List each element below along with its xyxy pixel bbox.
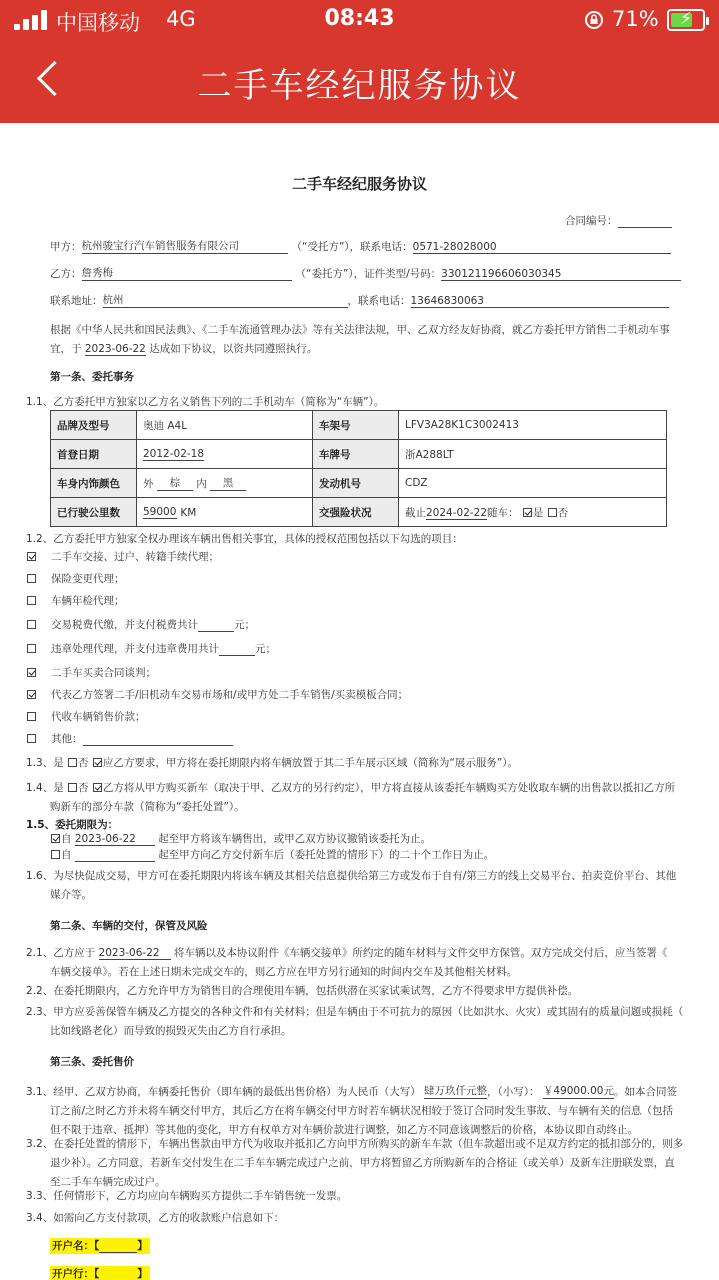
- article-1-heading: 第一条、委托事务: [50, 371, 134, 383]
- clause-2-1: 2.1、乙方应于 2023-06-22 将车辆以及本协议附件《车辆交接单》所约定的随车材料与文件交甲方保管。双方完成交付后，应当签署《 车辆交接单》。若在上述日期未完成交车的，则乙方应在甲方另行通知的时间内交车及其他相关材料。: [26, 947, 668, 978]
- term-option-b: 自 起至甲方向乙方交付新车后（委托处置的情形下）的二十个工作日为止。: [50, 847, 494, 862]
- clause-3-2: 3.2、在委托处置的情形下，车辆出售款由甲方代为收取并抵扣乙方向甲方所购买的新车车款（但车款超出或不足双方约定的抵扣部分的，则多 退少补）。乙方同意，若新车交付发生在二手车车辆完成过户之前，甲方将暂留乙方所购新车的合格证（或关单）及新车注册联发票，直 至二手车车辆完成过户。: [26, 1138, 684, 1188]
- clause-1-4: 1.4、是 否 乙方将从甲方购买新车（取决于甲、乙双方的另行约定），甲方将直接从该委托车辆购买方处收取车辆的出售款以抵扣乙方所 购新车的部分车款（简称为“委托处置”）。: [26, 782, 676, 813]
- status-time: 08:43: [324, 6, 395, 31]
- checkbox-checked[interactable]: [93, 783, 102, 792]
- party-b-address: 联系地址：杭州 ，联系电话：13646830063: [50, 292, 669, 308]
- table-row: 首登日期 2012-02-18 车牌号 浙A288LT: [51, 440, 667, 469]
- clause-1-3: 1.3、是 否 应乙方要求，甲方将在委托期限内将车辆放置于其二手车展示区域（简称为“展示服务”）。: [26, 757, 519, 769]
- list-item: 交易税费代缴，并支付税费共计 元；: [26, 617, 255, 632]
- party-a: 甲方：杭州骏宝行汽车销售服务有限公司 （“受托方”），联系电话：0571-28028000: [50, 238, 671, 254]
- article-3-heading: 第三条、委托售价: [50, 1056, 134, 1068]
- page-title: 二手车经纪服务协议: [197, 66, 522, 106]
- clause-3-3: 3.3、任何情形下，乙方均应向车辆购买方提供二手车销售统一发票。: [26, 1190, 348, 1202]
- list-item: 保险变更代理；: [26, 571, 125, 586]
- lock-rotation-icon: [584, 10, 604, 30]
- party-b-name: 詹秀梅: [82, 265, 292, 281]
- checkbox-unchecked[interactable]: [27, 712, 36, 721]
- table-row: 品牌及型号 奥迪 A4L 车架号 LFV3A28K1C3002413: [51, 411, 667, 440]
- checkbox-unchecked[interactable]: [27, 596, 36, 605]
- checkbox-unchecked[interactable]: [27, 734, 36, 743]
- checkbox-unchecked[interactable]: [51, 850, 60, 859]
- checkbox-unchecked[interactable]: [27, 644, 36, 653]
- list-item: 车辆年检代理；: [26, 593, 125, 608]
- clause-3-4: 3.4、如需向乙方支付款项，乙方的收款账户信息如下：: [26, 1212, 285, 1224]
- table-row: 车身内饰颜色 外 棕 内 黑 发动机号 CDZ: [51, 469, 667, 498]
- clause-3-1: 3.1、经甲、乙双方协商，车辆委托售价（即车辆的最低出售价格）为人民币（大写） 肆万玖仟元整，（小写）： ￥49000.00元。如本合同签 订之前/之时乙方并未将车辆交付甲方，其后乙方在将车辆交付甲方时若车辆状况相较于签订合同时发生事故、与车辆有关的信息（包括 但不限于违章、抵押）等其他的变化，甲方有权单方对车辆价款进行调整，如乙方不同意该调整后的价格，本协议即自动终止。: [26, 1085, 677, 1136]
- checkbox-checked[interactable]: [27, 690, 36, 699]
- list-item: 代表乙方签署二手/旧机动车交易市场和/或甲方处二手车销售/买卖模板合同；: [26, 687, 408, 702]
- checkbox-checked[interactable]: [27, 668, 36, 677]
- checkbox-checked[interactable]: [93, 758, 102, 767]
- checkbox-unchecked[interactable]: [27, 620, 36, 629]
- checkbox-unchecked[interactable]: [68, 783, 77, 792]
- party-a-phone: 0571-28028000: [413, 241, 671, 254]
- checkbox-unchecked[interactable]: [27, 574, 36, 583]
- account-name-field: 开户名：【 】: [52, 1240, 148, 1252]
- clause-1-5: 1.5、委托期限为：: [26, 819, 119, 831]
- clause-1-2: 1.2、乙方委托甲方独家全权办理该车辆出售相关事宜，具体的授权范围包括以下勾选的项目：: [26, 533, 463, 545]
- checkbox-checked[interactable]: [523, 508, 532, 517]
- list-item: 二手车买卖合同谈判；: [26, 665, 156, 680]
- party-b-id: 330121196606030345: [441, 268, 681, 281]
- table-row: 已行驶公里数 59000 KM 交强险状况 截止2024-02-22随车： 是 否: [51, 498, 667, 527]
- app-header: [0, 0, 719, 123]
- account-bank-field: 开户行：【 】: [52, 1268, 148, 1280]
- clause-1-6: 1.6、为尽快促成交易，甲方可在委托期限内将该车辆及其相关信息提供给第三方或发布于自有/第三方的线上交易平台、拍卖竞价平台、其他 媒介等。: [26, 870, 677, 901]
- list-item: 违章处理代理，并支付违章费用共计 元；: [26, 641, 276, 656]
- battery-percent: 71%: [612, 7, 659, 31]
- checkbox-checked[interactable]: [51, 834, 60, 843]
- list-item: 二手车交接、过户、转籍手续代理；: [26, 549, 219, 564]
- party-b: 乙方：詹秀梅 （“委托方”），证件类型/号码：330121196606030345: [50, 265, 681, 281]
- checkbox-unchecked[interactable]: [68, 758, 77, 767]
- checkbox-checked[interactable]: [27, 552, 36, 561]
- network-type: 4G: [166, 7, 196, 31]
- article-2-heading: 第二条、车辆的交付，保管及风险: [50, 920, 208, 932]
- contract-number: 合同编号：: [565, 213, 672, 228]
- battery-charging-icon: ⚡: [667, 9, 705, 31]
- preamble: 根据《中华人民共和国民法典》、《二手车流通管理办法》等有关法律法规，甲、乙双方经友好协商，就乙方委托甲方销售二手机动车事 宜，于 2023-06-22 达成如下协议，以资共同遵照执行。: [50, 324, 670, 355]
- checkbox-unchecked[interactable]: [548, 508, 557, 517]
- carrier-name: 中国移动: [56, 11, 140, 35]
- clause-1-1: 1.1、乙方委托甲方独家以乙方名义销售下列的二手机动车（简称为“车辆”）。: [26, 396, 385, 408]
- vehicle-info-table: [50, 410, 667, 527]
- term-option-a: 自 2023-06-22 起至甲方将该车辆售出，或甲乙双方协议撤销该委托为止。: [50, 831, 431, 846]
- list-item: 代收车辆销售价款；: [26, 709, 146, 724]
- list-item: 其他：: [26, 731, 233, 746]
- status-bar: [0, 0, 719, 40]
- nav-bar: [0, 40, 719, 123]
- clause-2-3: 2.3、甲方应妥善保管车辆及乙方提交的各种文件和有关材料；但是车辆由于不可抗力的原因（比如洪水、火灾）或其固有的质量问题或损耗（ 比如线路老化）而导致的损毁灭失由乙方自行承担。: [26, 1006, 684, 1037]
- agreement-document: [0, 123, 719, 1280]
- party-a-name: 杭州骏宝行汽车销售服务有限公司: [82, 238, 288, 254]
- document-title: 二手车经纪服务协议: [291, 175, 427, 193]
- clause-2-2: 2.2、在委托期限内，乙方允许甲方为销售目的合理使用车辆，包括供潜在买家试乘试驾，乙方不得要求甲方提供补偿。: [26, 985, 579, 997]
